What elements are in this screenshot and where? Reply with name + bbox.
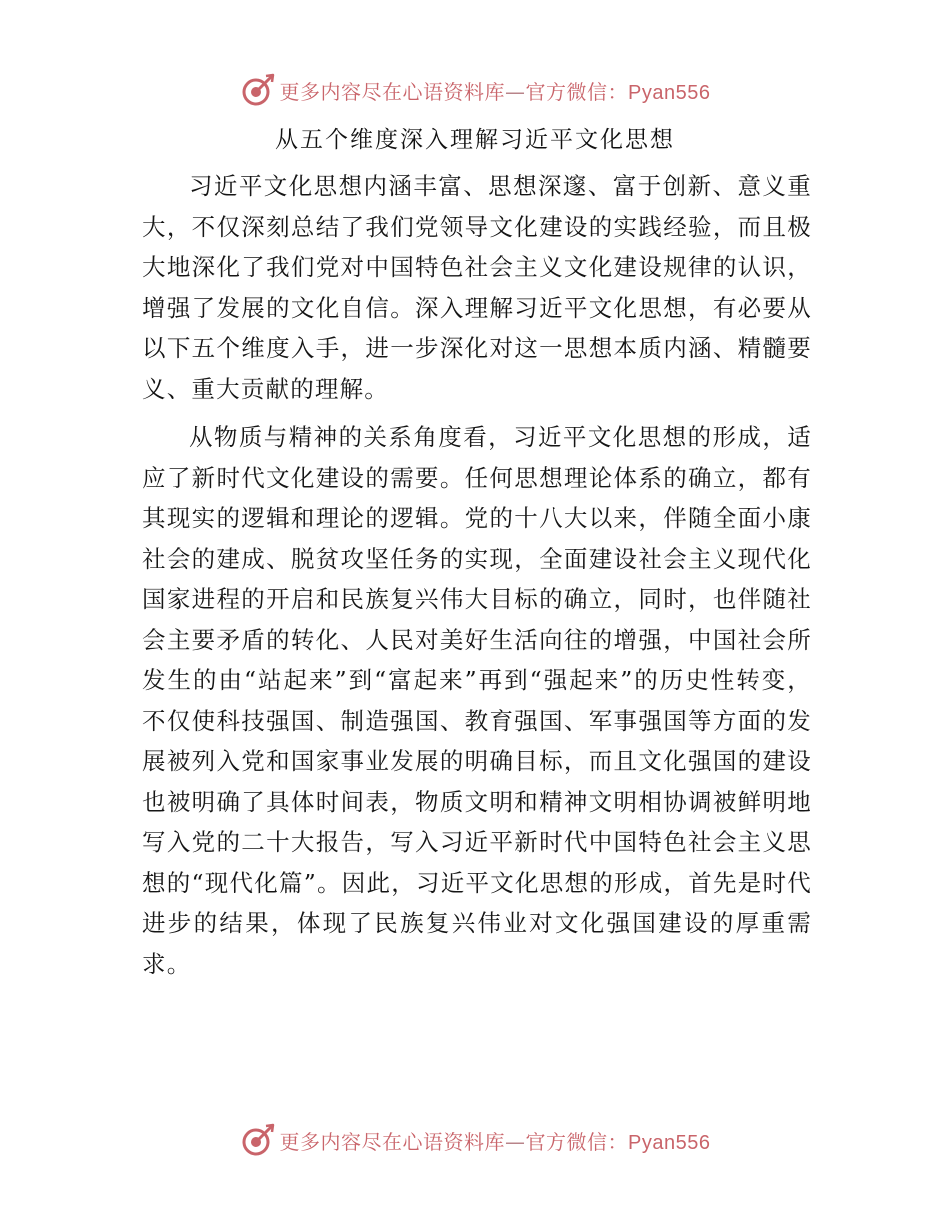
- footer-banner-dash: —: [505, 1129, 526, 1154]
- header-banner-main: 更多内容尽在心语资料库: [279, 79, 506, 104]
- body-paragraph-2: 从物质与精神的关系角度看，习近平文化思想的形成，适应了新时代文化建设的需要。任何思想理论体系的确立，都有其现实的逻辑和理论的逻辑。党的十八大以来，伴随全面小康社会的建成、脱贫攻坚任务的实现，全面建设社会主义现代化国家进程的开启和民族复兴伟大目标的确立，同时，也伴随社会主要矛盾的转化、人民对美好生活向往的增强，中国社会所发生的由“站起来”到“富起来”再到“强起来”的历史性转变，不仅使科技强国、制造强国、教育强国、军事强国等方面的发展被列入党和国家事业发展的明确目标，而且文化强国的建设也被明确了具体时间表，物质文明和精神文明相协调被鲜明地写入党的二十大报告，写入习近平新时代中国特色社会主义思想的“现代化篇”。因此，习近平文化思想的形成，首先是时代进步的结果，体现了民族复兴伟业对文化强国建设的厚重需求。: [142, 423, 812, 978]
- header-banner: [0, 70, 950, 110]
- header-banner-handle: Pyan556: [628, 81, 711, 104]
- document-title: 从五个维度深入理解习近平文化思想: [275, 127, 675, 153]
- footer-banner-official: 官方微信：: [525, 1129, 629, 1154]
- footer-banner: [0, 1120, 950, 1160]
- header-banner-text: [280, 76, 711, 105]
- body-paragraph-1: 习近平文化思想内涵丰富、思想深邃、富于创新、意义重大，不仅深刻总结了我们党领导文化建设的实践经验，而且极大地深化了我们党对中国特色社会主义文化建设规律的认识，增强了发展的文化自信。深入理解习近平文化思想，有必要从以下五个维度入手，进一步深化对这一思想本质内涵、精髓要义、重大贡献的理解。: [142, 172, 812, 403]
- footer-banner-text: [280, 1126, 711, 1155]
- brand-logo-icon: [240, 1122, 276, 1158]
- document-body: [142, 166, 812, 992]
- header-banner-dash: —: [505, 79, 526, 104]
- footer-banner-handle: Pyan556: [628, 1131, 711, 1154]
- brand-logo-icon: [240, 72, 276, 108]
- footer-banner-main: 更多内容尽在心语资料库: [279, 1129, 506, 1154]
- header-banner-official: 官方微信：: [525, 79, 629, 104]
